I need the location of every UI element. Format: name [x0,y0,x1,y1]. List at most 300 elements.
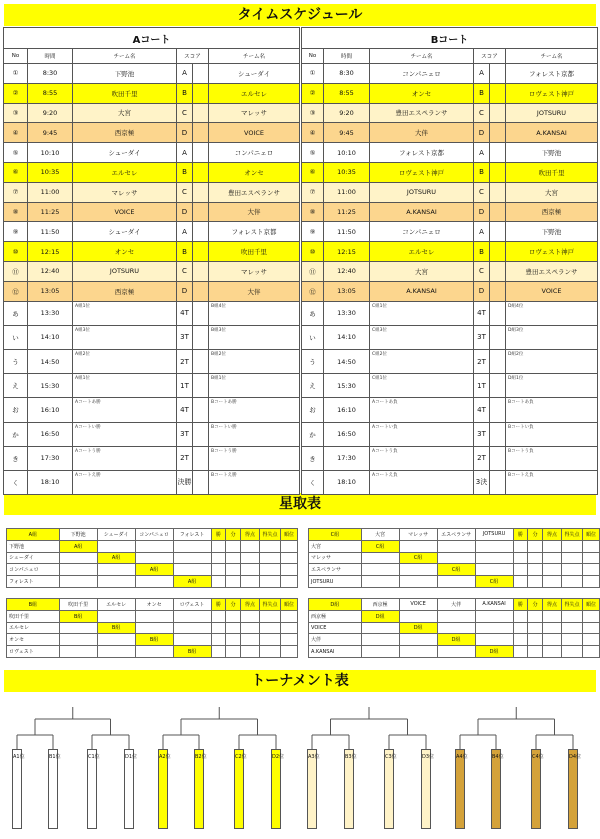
stat-cell [241,634,260,646]
result-cell [475,622,513,634]
self-cell: C組 [475,576,513,588]
away-team: D組1位 [506,374,598,398]
home-team: Aコートえ勝 [73,470,177,494]
self-cell: D組 [475,646,513,658]
standings-row [309,552,600,564]
match-no: ① [302,64,324,84]
away-team: フォレスト京都 [209,222,300,242]
stat-cell [513,634,528,646]
result-cell [475,610,513,622]
slot-label: C3位 [385,754,397,760]
match-label: 2T [474,446,490,470]
schedule-row [302,470,598,494]
stat-cell [259,552,280,564]
group-name: A組 [7,529,60,541]
stat-header: 得失点 [561,599,582,611]
stat-cell [583,564,600,576]
slot-label: A2位 [159,754,171,760]
score-cell [193,103,209,123]
standings-header-row [7,599,298,611]
match-no: え [4,374,28,398]
tournament-title: トーナメント表 [4,670,596,692]
team-name: マレッサ [309,552,362,564]
stat-cell [528,610,543,622]
schedule-row [302,123,598,143]
match-time: 18:10 [324,470,370,494]
self-cell: B組 [59,610,97,622]
match-time: 11:00 [324,182,370,202]
match-time: 9:45 [28,123,73,143]
schedule-row [302,446,598,470]
stat-cell [543,622,562,634]
match-label: D [474,202,490,222]
self-cell: B組 [135,634,173,646]
home-team: 大宮 [73,103,177,123]
tournament-slot [344,749,357,829]
match-label: 2T [177,446,193,470]
match-time: 11:50 [324,222,370,242]
stat-cell [211,576,226,588]
schedule-row [302,103,598,123]
stat-cell [259,576,280,588]
tournament-slot [307,749,320,829]
team-name: A.KANSAI [309,646,362,658]
match-label: D [474,281,490,301]
result-cell [437,622,475,634]
slot-label: B2位 [195,754,207,760]
stat-header: 勝 [211,529,226,541]
stat-cell [583,622,600,634]
opponent-header: 吹田千里 [59,599,97,611]
schedule-row [4,123,300,143]
match-label: A [474,222,490,242]
stat-cell [513,610,528,622]
stat-header: 順位 [281,599,298,611]
match-no: ⑨ [4,222,28,242]
result-cell [59,552,97,564]
match-time: 10:35 [324,162,370,182]
score-cell [490,202,506,222]
result-cell [361,552,399,564]
standings-row [309,634,600,646]
match-time: 8:30 [324,64,370,84]
match-no: ③ [302,103,324,123]
match-label: A [474,64,490,84]
match-time: 8:30 [28,64,73,84]
stat-header: 得点 [241,529,260,541]
away-team: B組2位 [209,349,300,373]
stat-header: 得点 [543,529,562,541]
team-name: VOICE [309,622,362,634]
self-cell: A組 [135,564,173,576]
home-team: フォレスト京都 [370,143,474,163]
stat-cell [241,552,260,564]
match-time: 14:50 [28,349,73,373]
away-team: 吹田千里 [209,242,300,262]
standings-table [308,598,600,658]
result-cell [97,610,135,622]
self-cell: D組 [399,622,437,634]
stat-header: 得点 [543,599,562,611]
match-time: 16:50 [324,422,370,446]
score-cell [193,83,209,103]
score-cell [490,470,506,494]
score-cell [193,182,209,202]
stat-header: 順位 [583,599,600,611]
stat-cell [241,540,260,552]
match-no: ⑫ [302,281,324,301]
away-team: Bコートう負 [506,446,598,470]
score-cell [193,222,209,242]
header-team-away: チーム名 [506,49,598,64]
score-cell [490,143,506,163]
home-team: Aコートう負 [370,446,474,470]
result-cell [361,634,399,646]
schedule-row [302,422,598,446]
stat-cell [259,622,280,634]
self-cell: B組 [173,646,211,658]
standings-row [7,564,298,576]
match-no: ④ [302,123,324,143]
schedule-table-a [3,27,300,495]
stat-cell [281,552,298,564]
result-cell [437,576,475,588]
group-name: C組 [309,529,362,541]
self-cell: A組 [173,576,211,588]
opponent-header: 大伴 [437,599,475,611]
standings-title: 星取表 [4,493,596,515]
schedule-row [302,222,598,242]
stat-cell [513,564,528,576]
stat-header: 分 [528,529,543,541]
match-no: あ [4,301,28,325]
opponent-header: オンセ [135,599,173,611]
score-cell [193,422,209,446]
opponent-header: エルセレ [97,599,135,611]
match-label: C [177,261,193,281]
stat-cell [583,610,600,622]
slot-label: B4位 [492,754,504,760]
result-cell [135,552,173,564]
match-no: ⑥ [4,162,28,182]
score-cell [193,202,209,222]
away-team: 下野池 [506,143,598,163]
stat-cell [528,552,543,564]
home-team: オンセ [370,83,474,103]
result-cell [59,622,97,634]
slot-label: D2位 [272,754,285,760]
result-cell [399,564,437,576]
stat-cell [211,610,226,622]
schedule-row [302,202,598,222]
home-team: C組2位 [370,349,474,373]
standings-table [308,528,600,588]
away-team: D組2位 [506,349,598,373]
result-cell [97,576,135,588]
match-time: 9:45 [324,123,370,143]
home-team: コンパニェロ [370,64,474,84]
stat-header: 得点 [241,599,260,611]
self-cell: B組 [97,622,135,634]
slot-label: D4位 [569,754,582,760]
schedule-row [4,349,300,373]
match-label: C [474,261,490,281]
stat-cell [561,610,582,622]
stat-header: 分 [226,599,241,611]
away-team: VOICE [506,281,598,301]
stat-cell [281,634,298,646]
match-label: 2T [177,349,193,373]
result-cell [399,610,437,622]
match-no: ⑪ [4,261,28,281]
match-no: く [4,470,28,494]
match-label: A [177,64,193,84]
away-team: A.KANSAI [506,123,598,143]
stat-cell [281,576,298,588]
match-label: 3T [474,422,490,446]
result-cell [475,564,513,576]
stat-cell [211,622,226,634]
schedule-row [4,398,300,422]
away-team: フォレスト京都 [506,64,598,84]
home-team: ロヴェスト神戸 [370,162,474,182]
score-cell [490,162,506,182]
stat-cell [226,610,241,622]
header-no: No [4,49,28,64]
result-cell [59,564,97,576]
score-cell [490,242,506,262]
match-label: 3T [177,422,193,446]
away-team: B組1位 [209,374,300,398]
score-cell [490,103,506,123]
match-label: 1T [474,374,490,398]
home-team: コンパニェロ [370,222,474,242]
schedule-header-row [302,49,598,64]
match-time: 14:50 [324,349,370,373]
slot-label: D3位 [422,754,435,760]
away-team: D組4位 [506,301,598,325]
score-cell [193,349,209,373]
team-name: オンセ [7,634,60,646]
match-time: 9:20 [324,103,370,123]
stat-cell [561,634,582,646]
match-no: ① [4,64,28,84]
stat-cell [211,564,226,576]
match-no: い [302,325,324,349]
away-team: VOICE [209,123,300,143]
stat-cell [528,646,543,658]
standings-row [7,552,298,564]
result-cell [173,564,211,576]
group-name: D組 [309,599,362,611]
result-cell [59,576,97,588]
standings-row [309,622,600,634]
stat-cell [543,576,562,588]
home-team: Aコートい勝 [73,422,177,446]
result-cell [97,540,135,552]
home-team: エルセレ [370,242,474,262]
schedule-row [4,422,300,446]
schedule-row [4,143,300,163]
match-no: お [302,398,324,422]
match-label: C [177,182,193,202]
match-label: 2T [474,349,490,373]
tournament-slot [531,749,544,829]
match-no: ⑩ [302,242,324,262]
standings-row [7,634,298,646]
schedule-row [4,281,300,301]
away-team: ロヴェスト神戸 [506,242,598,262]
standings-row [7,622,298,634]
stat-cell [561,552,582,564]
match-no: い [4,325,28,349]
score-cell [490,123,506,143]
stat-cell [513,552,528,564]
match-time: 14:10 [324,325,370,349]
stat-cell [226,634,241,646]
home-team: 下野池 [73,64,177,84]
court-a-schedule [3,27,299,495]
header-score: スコア [474,49,506,64]
match-time: 8:55 [324,83,370,103]
schedule-row [302,143,598,163]
standings-row [7,540,298,552]
away-team: 大宮 [506,182,598,202]
home-team: A.KANSAI [370,281,474,301]
home-team: 西京極 [73,123,177,143]
opponent-header: コンパニェロ [135,529,173,541]
score-cell [490,261,506,281]
schedule-row [4,103,300,123]
standings-header-row [7,529,298,541]
team-name: コンパニェロ [7,564,60,576]
schedule-row [302,261,598,281]
match-time: 15:30 [28,374,73,398]
match-label: B [177,83,193,103]
schedule-row [302,349,598,373]
home-team: エルセレ [73,162,177,182]
match-time: 12:15 [28,242,73,262]
tournament-slot [271,749,285,829]
match-no: き [4,446,28,470]
match-time: 12:40 [324,261,370,281]
home-team: Aコートえ負 [370,470,474,494]
score-cell [490,281,506,301]
match-label: B [177,242,193,262]
header-score: スコア [177,49,209,64]
slot-label: C4位 [532,754,544,760]
away-team: B組4位 [209,301,300,325]
away-team: Bコートい負 [506,422,598,446]
score-cell [490,422,506,446]
stat-cell [528,564,543,576]
schedule-row [4,261,300,281]
match-time: 11:25 [28,202,73,222]
stat-cell [528,622,543,634]
score-cell [193,143,209,163]
home-team: 吹田千里 [73,83,177,103]
schedule-table-b [301,27,598,495]
match-no: う [302,349,324,373]
stat-cell [226,576,241,588]
stat-cell [528,576,543,588]
stat-cell [281,564,298,576]
match-time: 11:50 [28,222,73,242]
away-team: 下野池 [506,222,598,242]
standings-header-row [309,529,600,541]
result-cell [173,634,211,646]
score-cell [193,242,209,262]
match-label: A [177,143,193,163]
stat-cell [226,564,241,576]
result-cell [135,610,173,622]
tournament-slot [124,749,138,829]
score-cell [193,64,209,84]
stat-cell [561,576,582,588]
away-team: エルセレ [209,83,300,103]
away-team: Bコートあ勝 [209,398,300,422]
stat-cell [259,646,280,658]
standings-table [6,598,298,658]
schedule-row [4,242,300,262]
schedule-row [4,83,300,103]
score-cell [490,83,506,103]
match-label: 3T [474,325,490,349]
result-cell [361,564,399,576]
match-no: ② [4,83,28,103]
result-cell [135,646,173,658]
standings-row [309,564,600,576]
match-label: C [474,103,490,123]
opponent-header: ロヴェスト [173,599,211,611]
home-team: 大伴 [370,123,474,143]
match-no: ⑪ [302,261,324,281]
away-team: 吹田千里 [506,162,598,182]
stat-cell [513,646,528,658]
header-time: 時間 [28,49,73,64]
match-time: 17:30 [28,446,73,470]
match-no: ④ [4,123,28,143]
slot-label: D1位 [125,754,138,760]
opponent-header: 大宮 [361,529,399,541]
home-team: Aコートあ勝 [73,398,177,422]
match-label: C [474,182,490,202]
match-label: B [177,162,193,182]
away-team: ロヴェスト神戸 [506,83,598,103]
match-label: B [474,162,490,182]
match-time: 10:10 [324,143,370,163]
home-team: A組2位 [73,349,177,373]
team-name: エルセレ [7,622,60,634]
stat-cell [513,622,528,634]
result-cell [399,540,437,552]
stat-header: 得失点 [259,599,280,611]
schedule-row [4,446,300,470]
team-name: 下野池 [7,540,60,552]
match-time: 13:05 [324,281,370,301]
result-cell [437,540,475,552]
opponent-header: 下野池 [59,529,97,541]
tournament-slot [491,749,504,829]
stat-cell [241,610,260,622]
result-cell [59,634,97,646]
tournament-slot [48,749,61,829]
standings-row [7,646,298,658]
stat-cell [226,540,241,552]
stat-cell [543,634,562,646]
home-team: A組3位 [73,325,177,349]
court-b-schedule [301,27,597,495]
